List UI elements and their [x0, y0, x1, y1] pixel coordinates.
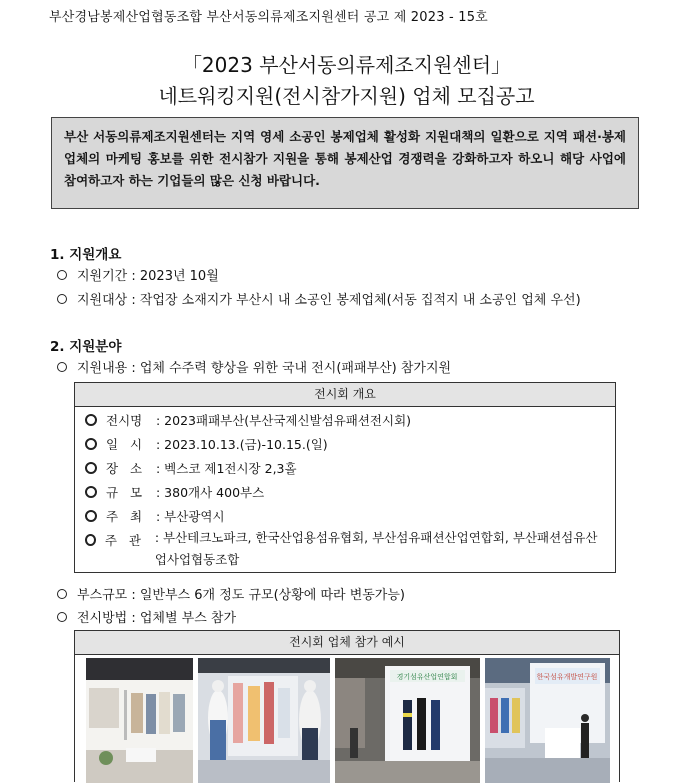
support-target-text: 지원대상 : 작업장 소재지가 부산시 내 소공인 봉제업체(서동 집적지 내 소공인 업체 우선): [77, 293, 581, 308]
exhibition-organizer-row: 주 관 : 부산테크노파크, 한국산업용섬유협회, 부산섬유패션산업연합회, 부산패션섬유산업사업협동조합: [85, 531, 605, 571]
booth-size-item: [57, 584, 405, 603]
support-content-text: 지원내용 : 업체 수주력 향상을 위한 국내 전시(패패부산) 참가지원: [77, 361, 452, 376]
booth-sign-text-2: 한국섬유개발연구원: [536, 673, 598, 681]
exhibition-photos-title: 전시회 업체 참가 예시: [75, 631, 619, 655]
filled-circle-bullet-icon: [85, 462, 97, 474]
exhibition-name-row: 전시명 : 2023패패부산(부산국제신발섬유패션전시회): [85, 411, 411, 429]
booth-photo-1-image: [86, 658, 193, 783]
title-line-1: 「2023 부산서동의류제조지원센터」: [181, 53, 512, 77]
circle-bullet-icon: [57, 362, 67, 372]
filled-circle-bullet-icon: [85, 510, 97, 522]
exhibition-host-row: 주 최 : 부산광역시: [85, 507, 225, 525]
section-2-heading: 2. 지원분야: [50, 339, 122, 355]
exhibition-scale-row: 규 모 : 380개사 400부스: [85, 483, 264, 501]
circle-bullet-icon: [57, 294, 67, 304]
section-1-heading: 1. 지원개요: [50, 247, 122, 263]
booth-photo-4: [485, 658, 610, 783]
announcement-number: 부산경남봉제산업협동조합 부산서동의류제조지원센터 공고 제 2023 - 15호: [49, 10, 488, 25]
support-period-item: [57, 265, 219, 284]
exhibit-method-item: [57, 607, 236, 626]
exhibition-overview-box: [74, 382, 616, 573]
exhibition-venue-row: 장 소 : 벡스코 제1전시장 2,3홀: [85, 459, 297, 477]
booth-photo-4-image: [485, 658, 610, 783]
filled-circle-bullet-icon: [85, 486, 97, 498]
intro-box: 부산 서동의류제조지원센터는 지역 영세 소공인 봉제업체 활성화 지원대책의 일환으로 지역 패션·봉제업체의 마케팅 홍보를 위한 전시참가 지원을 통해 봉제산업 경쟁력을 강화하고자 하오니 해당 사업에 참여하고자 하는 기업들의 많은 신청 바랍니다.: [51, 117, 639, 209]
support-content-item: [57, 357, 451, 376]
exhibition-photos-box: [74, 630, 620, 782]
booth-sign-text: 경기섬유산업연합회: [396, 673, 458, 681]
support-period-text: 지원기간 : 2023년 10월: [77, 269, 219, 284]
support-target-item: [57, 289, 581, 308]
exhibition-date-row: 일 시 : 2023.10.13.(금)-10.15.(일): [85, 435, 328, 453]
exhibition-overview-title: 전시회 개요: [75, 383, 615, 407]
circle-bullet-icon: [57, 589, 67, 599]
circle-bullet-icon: [57, 270, 67, 280]
booth-photo-3-image: [335, 658, 480, 783]
exhibit-method-text: 전시방법 : 업체별 부스 참가: [77, 611, 237, 626]
filled-circle-bullet-icon: [85, 438, 97, 450]
booth-photo-2-image: [198, 658, 330, 783]
filled-circle-bullet-icon: [85, 534, 96, 546]
booth-size-text: 부스규모 : 일반부스 6개 정도 규모(상황에 따라 변동가능): [77, 588, 405, 603]
filled-circle-bullet-icon: [85, 414, 97, 426]
booth-photo-3: [335, 658, 480, 783]
title-line-2: 네트워킹지원(전시참가지원) 업체 모집공고: [158, 84, 535, 108]
booth-photo-2: [198, 658, 330, 783]
booth-photo-1: [86, 658, 193, 783]
circle-bullet-icon: [57, 612, 67, 622]
